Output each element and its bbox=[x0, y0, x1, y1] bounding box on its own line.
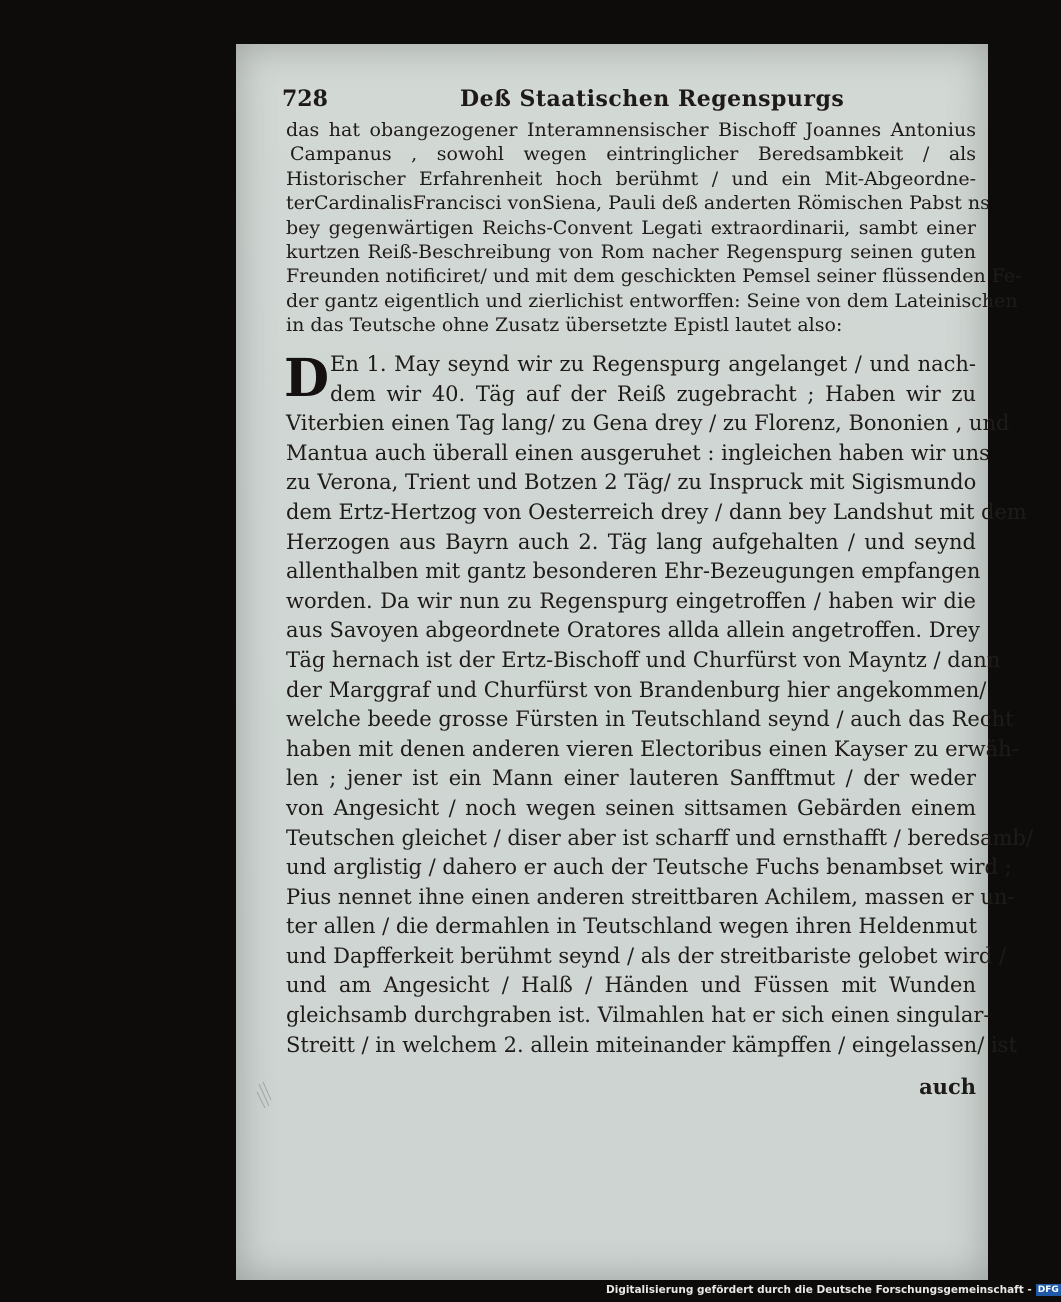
running-title: Deß Staatischen Regenspurgs bbox=[460, 86, 845, 112]
text-line: aus Savoyen abgeordnete Oratores allda allein angetroffen. Drey bbox=[286, 618, 980, 643]
text-line: Viterbien einen Tag lang/ zu Gena drey / zu Florenz, Bononien , und bbox=[286, 411, 1010, 436]
footer-credit bbox=[606, 1284, 1059, 1300]
text-line: Teutschen gleichet / diser aber ist scharff und ernsthafft / beredsamb/ bbox=[286, 825, 1034, 850]
text-line: terCardinalisFrancisci vonSiena, Pauli deß anderten Römischen Pabst ns bbox=[286, 192, 990, 215]
text-line: allenthalben mit gantz besonderen Ehr-Bezeugungen empfangen bbox=[286, 559, 981, 584]
dfg-logo: DFG bbox=[1037, 1285, 1059, 1295]
text-line: zu Verona, Trient und Botzen 2 Täg/ zu Inspruck mit Sigismundo bbox=[286, 470, 977, 495]
text-line: und arglistig / dahero er auch der Teutsche Fuchs benambset wird ; bbox=[286, 855, 1012, 880]
text-line: worden. Da wir nun zu Regenspurg eingetroffen / haben wir die bbox=[286, 588, 976, 613]
text-line: ter allen / die dermahlen in Teutschland wegen ihren Heldenmut bbox=[286, 914, 978, 939]
catchword: auch bbox=[919, 1074, 976, 1099]
text-line: haben mit denen anderen vieren Electoribus einen Kayser zu erwäh- bbox=[286, 736, 1019, 761]
footer-text: Digitalisierung gefördert durch die Deutsche Forschungsgemeinschaft - bbox=[606, 1284, 1032, 1296]
text-line: dem wir 40. Täg auf der Reiß zugebracht ; Haben wir zu bbox=[330, 381, 976, 406]
letter-text bbox=[284, 348, 1034, 1060]
text-line: dem Ertz-Hertzog von Oesterreich drey / dann bey Landshut mit dem bbox=[286, 499, 1027, 524]
text-line: Pius nennet ihne einen anderen streittbaren Achilem, massen er un- bbox=[286, 884, 1015, 909]
text-line: Historischer Erfahrenheit hoch berühmt / und ein Mit-Abgeordne- bbox=[286, 167, 976, 190]
ink-smudge-icon bbox=[255, 1080, 275, 1110]
text-line: gleichsamb durchgraben ist. Vilmahlen hat er sich einen singular- bbox=[286, 1003, 991, 1028]
page-header bbox=[282, 86, 982, 116]
text-line: der gantz eigentlich und zierlichist entworffen: Seine von dem Lateinischen bbox=[286, 289, 1018, 312]
text-line: in das Teutsche ohne Zusatz übersetzte Epistl lautet also: bbox=[286, 314, 843, 337]
text-line: Freunden notificiret/ und mit dem geschickten Pemsel seiner flüssenden Fe- bbox=[286, 265, 1022, 288]
text-line: Täg hernach ist der Ertz-Bischoff und Churfürst von Mayntz / dann bbox=[286, 647, 1001, 672]
drop-cap-initial: D bbox=[284, 348, 330, 409]
text-line: Streitt / in welchem 2. allein miteinander kämpffen / eingelassen/ ist bbox=[286, 1032, 1017, 1057]
text-line: kurtzen Reiß-Beschreibung von Rom nacher Regenspurg seinen guten bbox=[286, 241, 976, 264]
page-number: 728 bbox=[282, 86, 328, 112]
text-line: Herzogen aus Bayrn auch 2. Täg lang aufgehalten / und seynd bbox=[286, 529, 976, 554]
text-line: En 1. May seynd wir zu Regenspurg angelanget / und nach- bbox=[330, 352, 976, 376]
text-line: und Dapfferkeit berühmt seynd / als der streitbariste gelobet wird / bbox=[286, 943, 1007, 968]
text-line: Mantua auch überall einen ausgeruhet : ingleichen haben wir uns bbox=[286, 440, 990, 465]
text-line: bey gegenwärtigen Reichs-Convent Legati extraordinarii, sambt einer bbox=[286, 216, 976, 239]
text-line: das hat obangezogener Interamnensischer Bischoff Joannes Antonius bbox=[286, 119, 976, 141]
text-line: welche beede grosse Fürsten in Teutschland seynd / auch das Recht bbox=[286, 707, 1014, 732]
text-line: und am Angesicht / Halß / Händen und Füssen mit Wunden bbox=[286, 973, 976, 998]
text-line: len ; jener ist ein Mann einer lauteren Sanfftmut / der weder bbox=[286, 766, 976, 791]
intro-paragraph bbox=[286, 118, 1022, 338]
text-line: Campanus , sowohl wegen eintringlicher Beredsambkeit / als bbox=[290, 143, 976, 166]
text-line: der Marggraf und Churfürst von Brandenburg hier angekommen/ bbox=[286, 677, 987, 702]
text-line: von Angesicht / noch wegen seinen sittsamen Gebärden einem bbox=[286, 795, 976, 820]
